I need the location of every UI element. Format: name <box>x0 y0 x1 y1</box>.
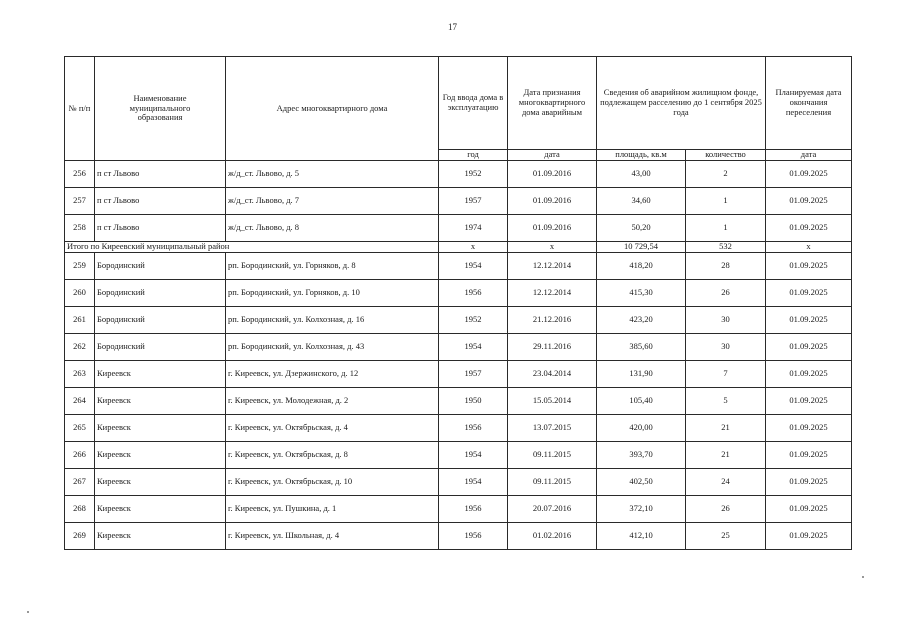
row-date: 01.09.2016 <box>508 214 597 241</box>
row-municipality: Киреевск <box>95 360 226 387</box>
row-date: 01.09.2016 <box>508 160 597 187</box>
row-address: ж/д_ст. Львово, д. 8 <box>226 214 439 241</box>
row-count: 26 <box>686 279 766 306</box>
table-row <box>65 160 852 187</box>
row-municipality: Бородинский <box>95 279 226 306</box>
row-num: 258 <box>65 214 95 241</box>
row-num: 263 <box>65 360 95 387</box>
table-row <box>65 360 852 387</box>
row-municipality: п ст Львово <box>95 187 226 214</box>
row-area: 412,10 <box>597 522 686 549</box>
row-num: 257 <box>65 187 95 214</box>
row-year: 1956 <box>439 279 508 306</box>
row-count: 5 <box>686 387 766 414</box>
row-num: 260 <box>65 279 95 306</box>
row-year: 1957 <box>439 187 508 214</box>
row-date: 09.11.2015 <box>508 441 597 468</box>
row-planned: 01.09.2025 <box>766 441 852 468</box>
row-date: 15.05.2014 <box>508 387 597 414</box>
row-year: 1956 <box>439 414 508 441</box>
table-row <box>65 441 852 468</box>
row-address: г. Киреевск, ул. Октябрьская, д. 4 <box>226 414 439 441</box>
total-area: 10 729,54 <box>597 241 686 252</box>
row-num: 265 <box>65 414 95 441</box>
subheader-year: год <box>439 150 508 161</box>
row-year: 1954 <box>439 252 508 279</box>
row-count: 2 <box>686 160 766 187</box>
row-date: 13.07.2015 <box>508 414 597 441</box>
row-planned: 01.09.2025 <box>766 214 852 241</box>
scan-speck <box>862 576 864 578</box>
row-count: 25 <box>686 522 766 549</box>
row-municipality: Киреевск <box>95 387 226 414</box>
row-planned: 01.09.2025 <box>766 306 852 333</box>
subheader-planned: дата <box>766 150 852 161</box>
row-area: 131,90 <box>597 360 686 387</box>
row-date: 21.12.2016 <box>508 306 597 333</box>
emergency-housing-table <box>64 56 852 550</box>
row-year: 1957 <box>439 360 508 387</box>
row-planned: 01.09.2025 <box>766 495 852 522</box>
row-num: 264 <box>65 387 95 414</box>
row-num: 269 <box>65 522 95 549</box>
row-address: рп. Бородинский, ул. Горняков, д. 10 <box>226 279 439 306</box>
row-address: рп. Бородинский, ул. Колхозная, д. 16 <box>226 306 439 333</box>
row-date: 12.12.2014 <box>508 252 597 279</box>
row-planned: 01.09.2025 <box>766 468 852 495</box>
page-number: 17 <box>448 22 457 32</box>
scan-speck <box>27 611 29 613</box>
row-count: 1 <box>686 187 766 214</box>
table-row <box>65 279 852 306</box>
table-row <box>65 495 852 522</box>
header-num: № п/п <box>65 57 95 161</box>
row-address: г. Киреевск, ул. Школьная, д. 4 <box>226 522 439 549</box>
subheader-area: площадь, кв.м <box>597 150 686 161</box>
row-year: 1974 <box>439 214 508 241</box>
row-area: 34,60 <box>597 187 686 214</box>
row-address: ж/д_ст. Львово, д. 5 <box>226 160 439 187</box>
row-planned: 01.09.2025 <box>766 252 852 279</box>
header-fund-info: Сведения об аварийном жилищном фонде, подлежащем расселению до 1 сентября 2025 года <box>597 57 766 150</box>
table-row <box>65 522 852 549</box>
row-area: 423,20 <box>597 306 686 333</box>
subheader-count: количество <box>686 150 766 161</box>
row-area: 50,20 <box>597 214 686 241</box>
row-num: 256 <box>65 160 95 187</box>
header-municipality <box>95 57 226 161</box>
table-row <box>65 252 852 279</box>
header-recognition-date: Дата признания многоквартирного дома аварийным <box>508 57 597 150</box>
row-year: 1956 <box>439 495 508 522</box>
table-row <box>65 214 852 241</box>
total-label: Итого по Киреевский муниципальный район <box>65 241 439 252</box>
row-area: 372,10 <box>597 495 686 522</box>
row-municipality: Киреевск <box>95 468 226 495</box>
row-year: 1954 <box>439 468 508 495</box>
row-date: 20.07.2016 <box>508 495 597 522</box>
row-area: 43,00 <box>597 160 686 187</box>
header-address: Адрес многоквартирного дома <box>226 57 439 161</box>
row-count: 28 <box>686 252 766 279</box>
row-address: г. Киреевск, ул. Октябрьская, д. 10 <box>226 468 439 495</box>
row-area: 415,30 <box>597 279 686 306</box>
row-address: г. Киреевск, ул. Молодежная, д. 2 <box>226 387 439 414</box>
row-address: рп. Бородинский, ул. Горняков, д. 8 <box>226 252 439 279</box>
row-planned: 01.09.2025 <box>766 387 852 414</box>
row-address: рп. Бородинский, ул. Колхозная, д. 43 <box>226 333 439 360</box>
row-address: ж/д_ст. Львово, д. 7 <box>226 187 439 214</box>
row-address: г. Киреевск, ул. Октябрьская, д. 8 <box>226 441 439 468</box>
row-planned: 01.09.2025 <box>766 360 852 387</box>
row-num: 262 <box>65 333 95 360</box>
row-area: 393,70 <box>597 441 686 468</box>
total-date: x <box>508 241 597 252</box>
row-municipality: Киреевск <box>95 522 226 549</box>
row-num: 266 <box>65 441 95 468</box>
row-date: 01.02.2016 <box>508 522 597 549</box>
row-num: 261 <box>65 306 95 333</box>
row-municipality: п ст Львово <box>95 160 226 187</box>
table-row <box>65 414 852 441</box>
row-date: 23.04.2014 <box>508 360 597 387</box>
row-planned: 01.09.2025 <box>766 160 852 187</box>
row-municipality: Киреевск <box>95 441 226 468</box>
header-municipality-text: Наименование муниципального образования <box>129 92 191 123</box>
total-year: x <box>439 241 508 252</box>
row-num: 268 <box>65 495 95 522</box>
total-planned: x <box>766 241 852 252</box>
row-num: 259 <box>65 252 95 279</box>
row-count: 24 <box>686 468 766 495</box>
row-count: 21 <box>686 414 766 441</box>
row-count: 26 <box>686 495 766 522</box>
row-count: 21 <box>686 441 766 468</box>
row-num: 267 <box>65 468 95 495</box>
row-date: 01.09.2016 <box>508 187 597 214</box>
row-year: 1954 <box>439 333 508 360</box>
subheader-date: дата <box>508 150 597 161</box>
row-date: 29.11.2016 <box>508 333 597 360</box>
header-planned-date: Планируемая дата окончания переселения <box>766 57 852 150</box>
row-year: 1952 <box>439 306 508 333</box>
table-row <box>65 387 852 414</box>
row-year: 1952 <box>439 160 508 187</box>
table-row <box>65 306 852 333</box>
row-area: 420,00 <box>597 414 686 441</box>
row-planned: 01.09.2025 <box>766 414 852 441</box>
row-municipality: Киреевск <box>95 495 226 522</box>
row-address: г. Киреевск, ул. Пушкина, д. 1 <box>226 495 439 522</box>
row-year: 1954 <box>439 441 508 468</box>
row-count: 30 <box>686 306 766 333</box>
row-year: 1950 <box>439 387 508 414</box>
row-planned: 01.09.2025 <box>766 279 852 306</box>
row-address: г. Киреевск, ул. Дзержинского, д. 12 <box>226 360 439 387</box>
header-row <box>65 57 852 150</box>
row-planned: 01.09.2025 <box>766 522 852 549</box>
row-count: 1 <box>686 214 766 241</box>
table-row <box>65 468 852 495</box>
row-municipality: Бородинский <box>95 333 226 360</box>
total-count: 532 <box>686 241 766 252</box>
header-year: Год ввода дома в эксплуатацию <box>439 57 508 150</box>
row-planned: 01.09.2025 <box>766 187 852 214</box>
row-count: 30 <box>686 333 766 360</box>
row-municipality: Киреевск <box>95 414 226 441</box>
row-area: 105,40 <box>597 387 686 414</box>
row-area: 385,60 <box>597 333 686 360</box>
row-planned: 01.09.2025 <box>766 333 852 360</box>
row-date: 09.11.2015 <box>508 468 597 495</box>
table-row <box>65 187 852 214</box>
table-row <box>65 333 852 360</box>
row-date: 12.12.2014 <box>508 279 597 306</box>
row-count: 7 <box>686 360 766 387</box>
row-area: 418,20 <box>597 252 686 279</box>
row-year: 1956 <box>439 522 508 549</box>
total-row <box>65 241 852 252</box>
row-area: 402,50 <box>597 468 686 495</box>
row-municipality: п ст Львово <box>95 214 226 241</box>
row-municipality: Бородинский <box>95 252 226 279</box>
row-municipality: Бородинский <box>95 306 226 333</box>
